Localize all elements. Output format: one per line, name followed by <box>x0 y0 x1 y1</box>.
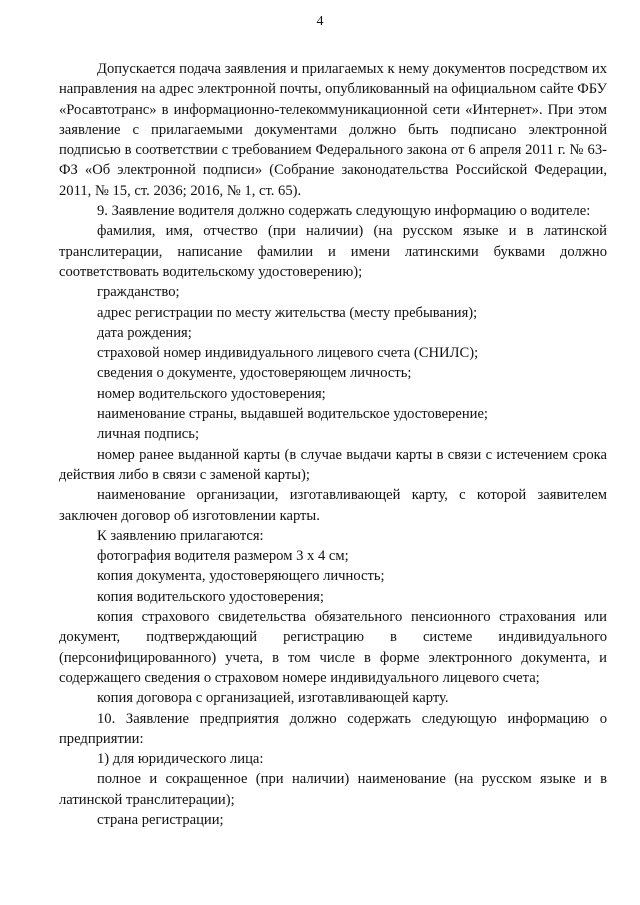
page-number: 4 <box>316 14 324 29</box>
list-item-legal-entity: 1) для юридического лица: <box>97 751 264 768</box>
list-item-card-manufacturer: наименование организации, изготавливающей карту, с которой заявителем заключен договор об изготовлении карты. <box>59 487 607 524</box>
attachment-id-copy: копия документа, удостоверяющего личность; <box>97 568 385 585</box>
paragraph-10-heading: 10. Заявление предприятия должно содержать следующую информацию о предприятии: <box>59 710 607 747</box>
list-item-citizenship: гражданство; <box>97 284 180 301</box>
list-item-registration-country: страна регистрации; <box>97 811 224 828</box>
document-body <box>59 59 607 830</box>
paragraph-email-submission: Допускается подача заявления и прилагаемых к нему документов посредством их направления на адрес электронной почты, опубликованный на официальном сайте ФБУ «Росавтотранс» в информационно-телекоммуникационной сети «Интернет». При этом заявление с прилагаемыми документами должно быть подписано электронной подписью в соответствии с требованием Федерального закона от 6 апреля 2011 г. № 63-ФЗ «Об электронной подписи» (Собрание законодательства Российской Федерации, 2011, № 15, ст. 2036; 2016, № 1, ст. 65). <box>59 61 607 199</box>
list-item-full-name: фамилия, имя, отчество (при наличии) (на русском языке и в латинской транслитерации, написание фамилии и имени латинскими буквами должно соответствовать водительскому удостоверению); <box>59 223 607 280</box>
attachments-heading: К заявлению прилагаются: <box>97 527 264 544</box>
list-item-company-name: полное и сокращенное (при наличии) наименование (на русском языке и в латинской транслитерации); <box>59 771 607 808</box>
list-item-id-document: сведения о документе, удостоверяющем личность; <box>97 365 412 382</box>
list-item-signature: личная подпись; <box>97 426 199 443</box>
attachment-contract-copy: копия договора с организацией, изготавливающей карту. <box>97 690 449 707</box>
list-item-address: адрес регистрации по месту жительства (месту пребывания); <box>97 304 478 321</box>
list-item-birthdate: дата рождения; <box>97 324 192 341</box>
list-item-license-number: номер водительского удостоверения; <box>97 385 326 402</box>
list-item-issuing-country: наименование страны, выдавшей водительское удостоверение; <box>97 406 488 423</box>
list-item-previous-card: номер ранее выданной карты (в случае выдачи карты в связи с истечением срока действия либо в связи с заменой карты); <box>59 446 607 483</box>
paragraph-9-heading: 9. Заявление водителя должно содержать следующую информацию о водителе: <box>97 203 591 220</box>
attachment-insurance-certificate: копия страхового свидетельства обязательного пенсионного страхования или документ, подтверждающий регистрацию в системе индивидуального (персонифицированного) учета, в том числе в форме электронного документа, и содержащего сведения о страховом номере индивидуального лицевого счета; <box>59 609 607 686</box>
list-item-snils: страховой номер индивидуального лицевого счета (СНИЛС); <box>97 345 479 362</box>
attachment-license-copy: копия водительского удостоверения; <box>97 588 324 605</box>
attachment-photo: фотография водителя размером 3 х 4 см; <box>97 548 349 565</box>
